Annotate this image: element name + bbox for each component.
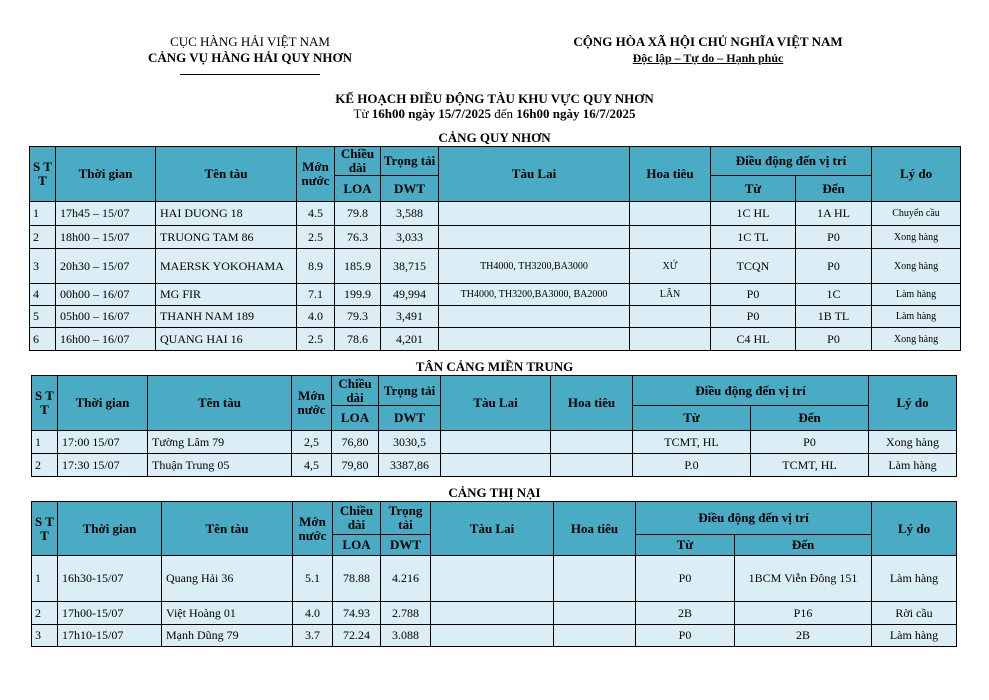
col-length-unit: LOA <box>335 176 381 202</box>
cell-pilot <box>554 602 636 625</box>
cell-time: 17h45 – 15/07 <box>56 202 156 226</box>
cell-pilot <box>551 454 633 477</box>
col-length-unit: LOA <box>333 535 381 556</box>
cell-draft: 4.5 <box>297 202 335 226</box>
cell-dwt: 3387,86 <box>379 454 441 477</box>
cell-to: 1A HL <box>796 202 872 226</box>
cell-tug: TH4000, TH3200,BA3000 <box>439 249 630 284</box>
col-draft: Mớn nước <box>297 147 335 202</box>
col-tonnage: Trọng tải <box>381 502 431 535</box>
cell-pilot <box>554 556 636 602</box>
cell-from: P.0 <box>633 454 751 477</box>
table-row <box>30 328 961 351</box>
section-title-tan-cang: TÂN CẢNG MIỀN TRUNG <box>415 359 574 374</box>
col-tonnage-unit: DWT <box>381 535 431 556</box>
cell-tug <box>431 602 554 625</box>
col-pilot: Hoa tiêu <box>554 502 636 556</box>
national-header <box>548 34 868 66</box>
cell-ship: THANH NAM 189 <box>156 306 297 328</box>
cell-reason: Rời cầu <box>872 602 957 625</box>
schedule-table-thi-nai <box>31 501 957 647</box>
table-row <box>32 556 957 602</box>
cell-tug <box>431 625 554 647</box>
cell-from: TCQN <box>711 249 796 284</box>
table-row <box>30 202 961 226</box>
col-from: Từ <box>633 406 751 431</box>
cell-pilot <box>630 202 711 226</box>
col-length-unit: LOA <box>332 406 379 431</box>
cell-reason: Chuyển cầu <box>872 202 961 226</box>
col-time: Thời gian <box>58 502 162 556</box>
cell-pilot <box>630 328 711 351</box>
cell-ship: QUANG HAI 16 <box>156 328 297 351</box>
cell-from: C4 HL <box>711 328 796 351</box>
cell-draft: 4.0 <box>297 306 335 328</box>
cell-ship: Việt Hoàng 01 <box>162 602 293 625</box>
cell-stt: 4 <box>30 284 56 306</box>
cell-reason: Làm hàng <box>872 556 957 602</box>
agency-underline <box>180 74 320 75</box>
cell-time: 17:30 15/07 <box>58 454 148 477</box>
cell-loa: 74.93 <box>333 602 381 625</box>
cell-from: P0 <box>711 306 796 328</box>
agency-header <box>110 34 390 75</box>
cell-draft: 2.5 <box>297 328 335 351</box>
col-move: Điều động đến vị trí <box>711 147 872 176</box>
plan-title: KẾ HOẠCH ĐIỀU ĐỘNG TÀU KHU VỰC QUY NHƠN <box>335 91 654 106</box>
cell-time: 16h00 – 16/07 <box>56 328 156 351</box>
cell-from: 2B <box>636 602 735 625</box>
cell-from: 1C TL <box>711 226 796 249</box>
col-tug: Tàu Lai <box>431 502 554 556</box>
table-row <box>32 454 957 477</box>
cell-tug <box>441 454 551 477</box>
agency-parent-name: CỤC HÀNG HẢI VIỆT NAM <box>170 34 330 49</box>
cell-stt: 2 <box>32 454 58 477</box>
col-pilot: Hoa tiêu <box>630 147 711 202</box>
cell-tug: TH4000, TH3200,BA3000, BA2000 <box>439 284 630 306</box>
cell-dwt: 4,201 <box>381 328 439 351</box>
cell-loa: 185.9 <box>335 249 381 284</box>
col-reason: Lý do <box>872 147 961 202</box>
cell-loa: 72.24 <box>333 625 381 647</box>
cell-loa: 78.6 <box>335 328 381 351</box>
cell-reason: Xong hàng <box>872 328 961 351</box>
cell-stt: 2 <box>30 226 56 249</box>
cell-to: 1BCM Viễn Đông 151 <box>735 556 872 602</box>
cell-dwt: 38,715 <box>381 249 439 284</box>
national-motto: Độc lập – Tự do – Hạnh phúc <box>632 51 784 65</box>
cell-ship: Thuận Trung 05 <box>148 454 292 477</box>
cell-to: P0 <box>796 249 872 284</box>
cell-from: P0 <box>636 625 735 647</box>
schedule-table-quy-nhon <box>29 146 961 351</box>
cell-draft: 5.1 <box>293 556 333 602</box>
col-length: Chiều dài <box>333 502 381 535</box>
cell-draft: 3.7 <box>293 625 333 647</box>
cell-dwt: 3,491 <box>381 306 439 328</box>
col-from: Từ <box>711 176 796 202</box>
cell-to: P0 <box>796 328 872 351</box>
cell-ship: MG FIR <box>156 284 297 306</box>
national-title: CỘNG HÒA XÃ HỘI CHỦ NGHĨA VIỆT NAM <box>573 34 843 49</box>
cell-from: 1C HL <box>711 202 796 226</box>
cell-dwt: 3,033 <box>381 226 439 249</box>
cell-ship: TRUONG TAM 86 <box>156 226 297 249</box>
cell-time: 20h30 – 15/07 <box>56 249 156 284</box>
table-row <box>32 602 957 625</box>
cell-loa: 78.88 <box>333 556 381 602</box>
col-stt: S T T <box>32 376 58 431</box>
cell-tug <box>439 328 630 351</box>
cell-loa: 76.3 <box>335 226 381 249</box>
cell-to: P0 <box>796 226 872 249</box>
col-tonnage-unit: DWT <box>381 176 439 202</box>
cell-draft: 7.1 <box>297 284 335 306</box>
col-tonnage: Trọng tải <box>381 147 439 176</box>
col-length: Chiều dài <box>332 376 379 406</box>
cell-from: TCMT, HL <box>633 431 751 454</box>
cell-pilot <box>630 306 711 328</box>
table-row <box>30 306 961 328</box>
cell-tug <box>441 431 551 454</box>
section-title-quy-nhon: CẢNG QUY NHƠN <box>438 130 551 145</box>
cell-from: P0 <box>636 556 735 602</box>
cell-draft: 4.0 <box>293 602 333 625</box>
cell-stt: 1 <box>30 202 56 226</box>
cell-dwt: 49,994 <box>381 284 439 306</box>
cell-stt: 2 <box>32 602 58 625</box>
cell-pilot <box>554 625 636 647</box>
agency-name: CẢNG VỤ HÀNG HẢI QUY NHƠN <box>147 50 353 65</box>
cell-reason: Xong hàng <box>869 431 957 454</box>
col-to: Đến <box>735 535 872 556</box>
col-tonnage-unit: DWT <box>379 406 441 431</box>
col-time: Thời gian <box>58 376 148 431</box>
table-row <box>30 226 961 249</box>
cell-draft: 2.5 <box>297 226 335 249</box>
cell-loa: 76,80 <box>332 431 379 454</box>
table-row <box>30 284 961 306</box>
cell-stt: 6 <box>30 328 56 351</box>
cell-time: 16h30-15/07 <box>58 556 162 602</box>
plan-period: Từ 16h00 ngày 15/7/2025 đến 16h00 ngày 16/7/2025 <box>353 106 636 121</box>
cell-pilot: XỨ <box>630 249 711 284</box>
col-ship: Tên tàu <box>156 147 297 202</box>
table-row <box>30 249 961 284</box>
cell-draft: 4,5 <box>292 454 332 477</box>
cell-to: P0 <box>751 431 869 454</box>
cell-loa: 79,80 <box>332 454 379 477</box>
cell-loa: 79.8 <box>335 202 381 226</box>
cell-to: P16 <box>735 602 872 625</box>
cell-loa: 79.3 <box>335 306 381 328</box>
table-row <box>32 625 957 647</box>
cell-tug <box>431 556 554 602</box>
cell-draft: 2,5 <box>292 431 332 454</box>
col-move: Điều động đến vị trí <box>636 502 872 535</box>
cell-pilot <box>551 431 633 454</box>
col-reason: Lý do <box>872 502 957 556</box>
cell-dwt: 4.216 <box>381 556 431 602</box>
col-tonnage: Trọng tải <box>379 376 441 406</box>
col-to: Đến <box>751 406 869 431</box>
cell-reason: Làm hàng <box>869 454 957 477</box>
cell-reason: Xong hàng <box>872 249 961 284</box>
col-from: Từ <box>636 535 735 556</box>
cell-from: P0 <box>711 284 796 306</box>
section-title-thi-nai: CẢNG THỊ NẠI <box>448 485 541 500</box>
cell-reason: Làm hàng <box>872 284 961 306</box>
col-tug: Tàu Lai <box>441 376 551 431</box>
cell-dwt: 3,588 <box>381 202 439 226</box>
col-stt: S T T <box>30 147 56 202</box>
col-to: Đến <box>796 176 872 202</box>
cell-ship: MAERSK YOKOHAMA <box>156 249 297 284</box>
schedule-table-tan-cang <box>31 375 957 477</box>
cell-ship: Quang Hải 36 <box>162 556 293 602</box>
cell-pilot <box>630 226 711 249</box>
cell-draft: 8.9 <box>297 249 335 284</box>
cell-tug <box>439 202 630 226</box>
col-pilot: Hoa tiêu <box>551 376 633 431</box>
table-row <box>32 431 957 454</box>
cell-dwt: 3.088 <box>381 625 431 647</box>
cell-to: 1B TL <box>796 306 872 328</box>
cell-stt: 1 <box>32 556 58 602</box>
cell-time: 00h00 – 16/07 <box>56 284 156 306</box>
cell-to: 1C <box>796 284 872 306</box>
col-draft: Mớn nước <box>293 502 333 556</box>
cell-time: 05h00 – 16/07 <box>56 306 156 328</box>
cell-time: 17h10-15/07 <box>58 625 162 647</box>
cell-ship: HAI DUONG 18 <box>156 202 297 226</box>
cell-time: 17h00-15/07 <box>58 602 162 625</box>
cell-time: 18h00 – 15/07 <box>56 226 156 249</box>
cell-time: 17:00 15/07 <box>58 431 148 454</box>
cell-loa: 199.9 <box>335 284 381 306</box>
cell-reason: Làm hàng <box>872 306 961 328</box>
cell-tug <box>439 306 630 328</box>
cell-reason: Xong hàng <box>872 226 961 249</box>
col-ship: Tên tàu <box>162 502 293 556</box>
cell-stt: 3 <box>32 625 58 647</box>
cell-dwt: 3030,5 <box>379 431 441 454</box>
cell-dwt: 2.788 <box>381 602 431 625</box>
col-ship: Tên tàu <box>148 376 292 431</box>
col-reason: Lý do <box>869 376 957 431</box>
cell-to: 2B <box>735 625 872 647</box>
col-stt: S T T <box>32 502 58 556</box>
cell-ship: Tường Lâm 79 <box>148 431 292 454</box>
cell-stt: 5 <box>30 306 56 328</box>
cell-stt: 1 <box>32 431 58 454</box>
cell-reason: Làm hàng <box>872 625 957 647</box>
cell-pilot: LÂN <box>630 284 711 306</box>
cell-ship: Mạnh Dũng 79 <box>162 625 293 647</box>
cell-tug <box>439 226 630 249</box>
col-draft: Mớn nước <box>292 376 332 431</box>
col-move: Điều động đến vị trí <box>633 376 869 406</box>
cell-to: TCMT, HL <box>751 454 869 477</box>
col-tug: Tàu Lai <box>439 147 630 202</box>
col-time: Thời gian <box>56 147 156 202</box>
cell-stt: 3 <box>30 249 56 284</box>
col-length: Chiều dài <box>335 147 381 176</box>
